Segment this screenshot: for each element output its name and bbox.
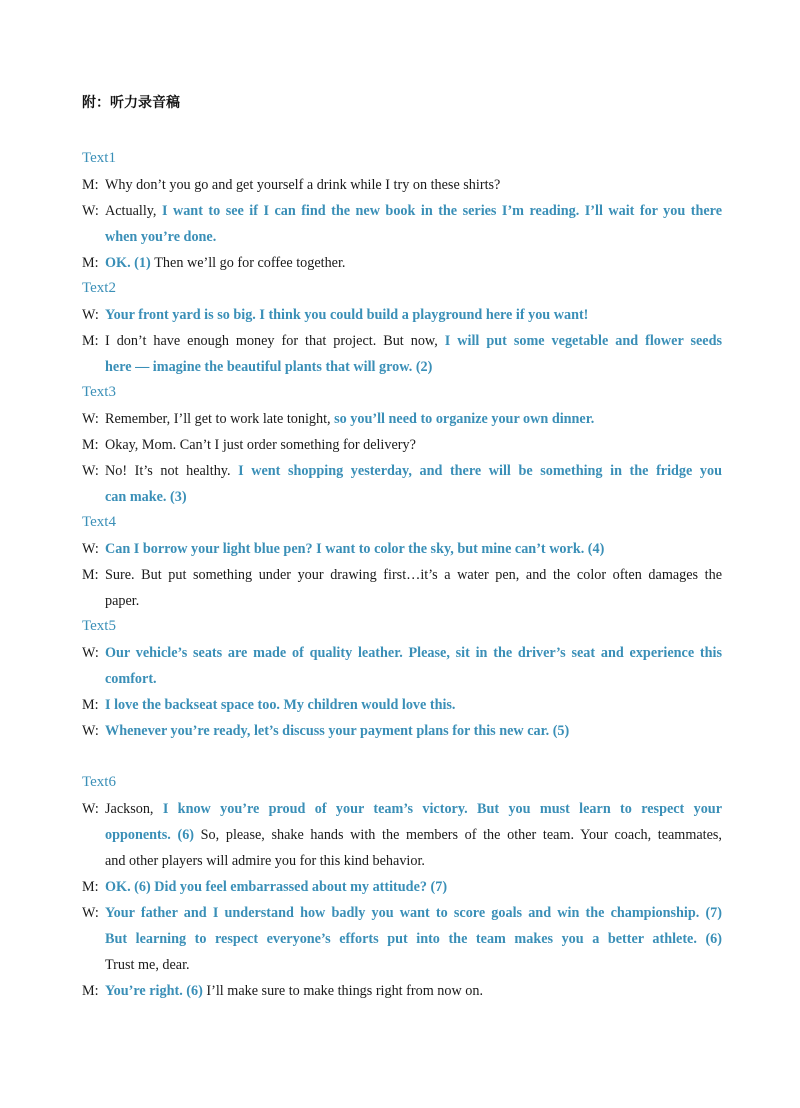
- dialogue-line: [82, 718, 722, 744]
- section-label-text4: Text4: [82, 514, 116, 530]
- dialogue-line: [82, 874, 722, 900]
- dialogue-line: [82, 250, 722, 276]
- answer-cue: comfort.: [105, 671, 157, 687]
- dialogue-line: [82, 900, 722, 926]
- speaker-tag: M:: [82, 879, 99, 895]
- speaker-tag: M:: [82, 437, 99, 453]
- line-text: and other players will admire you for this kind behavior.: [105, 853, 425, 869]
- dialogue-line: [82, 458, 722, 484]
- answer-cue: You’re right. (6): [105, 983, 207, 999]
- dialogue-line: [82, 172, 722, 198]
- speaker-tag: M:: [82, 697, 99, 713]
- speaker-tag: M:: [82, 255, 99, 271]
- speaker-tag: W:: [82, 801, 99, 817]
- line-text: paper.: [105, 593, 140, 609]
- dialogue-line: [82, 640, 722, 666]
- dialogue-line: [82, 978, 722, 1004]
- line-text: Remember, I’ll get to work late tonight,: [105, 411, 335, 427]
- line-text: No! It’s not healthy.: [105, 463, 239, 479]
- answer-cue: Can I borrow your light blue pen? I want to color the sky, but mine can’t work. (4): [105, 541, 605, 557]
- answer-cue: Your father and I understand how badly you want to score goals and win the championship. (7): [105, 905, 722, 921]
- line-text: Actually,: [105, 203, 162, 219]
- speaker-tag: W:: [82, 541, 99, 557]
- speaker-tag: W:: [82, 463, 99, 479]
- line-text: So, please, shake hands with the members of the other team. Your coach, teammates,: [200, 827, 722, 843]
- dialogue-line: [82, 692, 722, 718]
- answer-cue: I went shopping yesterday, and there will be something in the fridge you: [238, 463, 722, 479]
- dialogue-line-continuation: [105, 822, 722, 848]
- line-text: I’ll make sure to make things right from now on.: [206, 983, 484, 999]
- speaker-tag: W:: [82, 905, 99, 921]
- answer-cue: Your front yard is so big. I think you could build a playground here if you want!: [105, 307, 589, 323]
- dialogue-line: [82, 406, 722, 432]
- answer-cue: Our vehicle’s seats are made of quality leather. Please, sit in the driver’s seat and experience this: [105, 645, 722, 661]
- answer-cue: I love the backseat space too. My children would love this.: [105, 697, 456, 713]
- section-label-text5: Text5: [82, 618, 116, 634]
- answer-cue: so you’ll need to organize your own dinner.: [334, 411, 595, 427]
- dialogue-line: [82, 302, 722, 328]
- dialogue-line: [82, 536, 722, 562]
- page-title: 附：听力录音稿: [82, 95, 180, 111]
- dialogue-line-continuation: [105, 484, 722, 510]
- speaker-tag: W:: [82, 723, 99, 739]
- answer-cue: when you’re done.: [105, 229, 217, 245]
- speaker-tag: M:: [82, 177, 99, 193]
- line-text: Trust me, dear.: [105, 957, 190, 973]
- answer-cue: opponents. (6): [105, 827, 201, 843]
- answer-cue: I want to see if I can find the new book in the series I’m reading. I’ll wait for you there: [161, 203, 722, 219]
- speaker-tag: M:: [82, 333, 99, 349]
- section-label-text2: Text2: [82, 280, 116, 296]
- dialogue-line: [82, 562, 722, 588]
- dialogue-line-continuation: [105, 666, 722, 692]
- dialogue-line-continuation: [105, 952, 722, 978]
- answer-cue: can make. (3): [105, 489, 187, 505]
- answer-cue: But learning to respect everyone’s efforts put into the team makes you a better athlete. (6): [105, 931, 722, 947]
- section-label-text6: Text6: [82, 774, 116, 790]
- answer-cue: I know you’re proud of your team’s victory. But you must learn to respect your: [162, 801, 722, 817]
- dialogue-line-continuation: [105, 926, 722, 952]
- answer-cue: I will put some vegetable and flower seeds: [444, 333, 722, 349]
- dialogue-line-continuation: [105, 588, 722, 614]
- dialogue-line: [82, 198, 722, 224]
- dialogue-line: [82, 328, 722, 354]
- line-text: Why don’t you go and get yourself a drink while I try on these shirts?: [105, 177, 501, 193]
- answer-cue: OK. (1): [105, 255, 155, 271]
- answer-cue: here — imagine the beautiful plants that will grow. (2): [105, 359, 433, 375]
- line-text: I don’t have enough money for that project. But now,: [105, 333, 445, 349]
- dialogue-line: [82, 432, 722, 458]
- dialogue-line-continuation: [105, 848, 722, 874]
- line-text: Then we’ll go for coffee together.: [154, 255, 346, 271]
- section-label-text1: Text1: [82, 150, 116, 166]
- section-label-text3: Text3: [82, 384, 116, 400]
- dialogue-line-continuation: [105, 224, 722, 250]
- line-text: Jackson,: [105, 801, 163, 817]
- line-text: Okay, Mom. Can’t I just order something for delivery?: [105, 437, 416, 453]
- speaker-tag: W:: [82, 203, 99, 219]
- answer-cue: Whenever you’re ready, let’s discuss your payment plans for this new car. (5): [105, 723, 570, 739]
- answer-cue: OK. (6) Did you feel embarrassed about my attitude? (7): [105, 879, 448, 895]
- speaker-tag: M:: [82, 567, 99, 583]
- dialogue-line-continuation: [105, 354, 722, 380]
- dialogue-line: [82, 796, 722, 822]
- speaker-tag: W:: [82, 411, 99, 427]
- speaker-tag: W:: [82, 307, 99, 323]
- speaker-tag: M:: [82, 983, 99, 999]
- line-text: Sure. But put something under your drawing first…it’s a water pen, and the color often damages the: [105, 567, 722, 583]
- speaker-tag: W:: [82, 645, 99, 661]
